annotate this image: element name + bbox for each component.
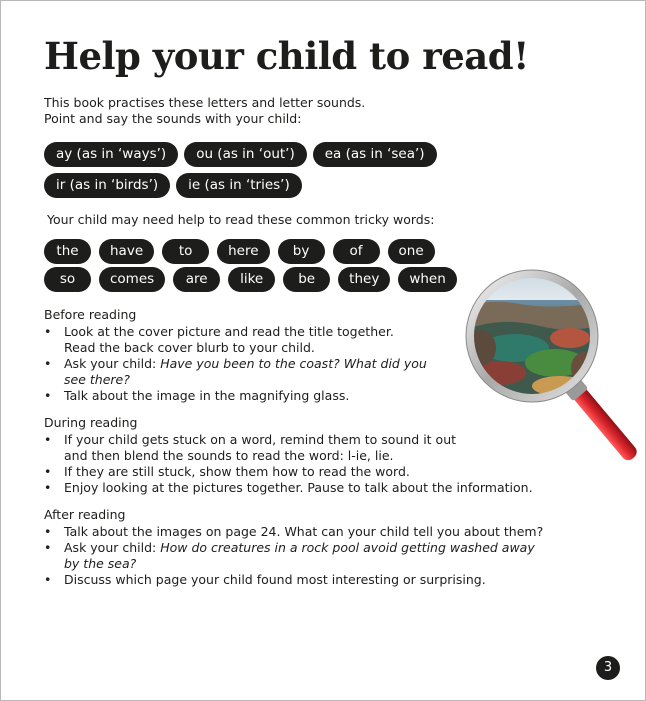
list-item [44, 524, 544, 540]
list-item-text: If your child gets stuck on a word, remind them to sound it out and then blend the sounds to read the word: l-ie, lie. [64, 432, 457, 463]
list-item-text: Talk about the images on page 24. What can your child tell you about them? [64, 524, 544, 539]
list-item-text: Discuss which page your child found most interesting or surprising. [64, 572, 486, 587]
letter-sounds-list [44, 142, 464, 198]
sound-pill: ea (as in ‘sea’) [313, 142, 437, 167]
tricky-word-pill: one [388, 239, 435, 264]
list-item-text: Ask your child: [64, 540, 161, 555]
tricky-word-pill: so [44, 267, 91, 292]
section-heading: During reading [44, 415, 138, 430]
tricky-word-pill: comes [99, 267, 165, 292]
tricky-word-pill: here [217, 239, 269, 264]
intro-line-1: This book practises these letters and letter sounds. [44, 95, 366, 110]
list-item-italic-text: Have you been to the coast? What did you see there? [64, 356, 427, 387]
bullet-list [44, 524, 544, 588]
list-item-text: Look at the cover picture and read the title together. Read the back cover blurb to your child. [64, 324, 394, 355]
tricky-word-pill: by [278, 239, 325, 264]
tricky-words-list [44, 239, 474, 292]
tricky-word-pill: they [338, 267, 390, 292]
list-item-text: Talk about the image in the magnifying glass. [64, 388, 350, 403]
list-item-text: Ask your child: [64, 356, 161, 371]
after-reading-section [44, 507, 544, 588]
page-number-badge: 3 [596, 656, 620, 680]
section-heading: Before reading [44, 307, 137, 322]
intro-line-2: Point and say the sounds with your child: [44, 111, 302, 126]
tricky-word-pill: of [333, 239, 380, 264]
sound-pill: ie (as in ‘tries’) [176, 173, 302, 198]
list-item [44, 540, 544, 572]
sound-pill: ay (as in ‘ways’) [44, 142, 178, 167]
tricky-word-pill: are [173, 267, 220, 292]
tricky-words-intro: Your child may need help to read these common tricky words: [47, 212, 435, 227]
tricky-word-pill: have [99, 239, 154, 264]
intro-text [44, 95, 365, 127]
tricky-word-pill: be [283, 267, 330, 292]
tricky-word-pill: like [228, 267, 275, 292]
list-item-text: If they are still stuck, show them how to read the word. [64, 464, 410, 479]
tricky-word-pill: when [398, 267, 456, 292]
sound-pill: ou (as in ‘out’) [184, 142, 307, 167]
list-item [44, 480, 544, 496]
magnifying-glass-image [460, 268, 645, 468]
list-item-italic-text: How do creatures in a rock pool avoid getting washed away by the sea? [64, 540, 535, 571]
tricky-word-pill: the [44, 239, 91, 264]
list-item [44, 572, 544, 588]
sound-pill: ir (as in ‘birds’) [44, 173, 170, 198]
tricky-word-pill: to [162, 239, 209, 264]
section-heading: After reading [44, 507, 126, 522]
list-item-text: Enjoy looking at the pictures together. Pause to talk about the information. [64, 480, 533, 495]
page-title: Help your child to read! [44, 34, 529, 78]
